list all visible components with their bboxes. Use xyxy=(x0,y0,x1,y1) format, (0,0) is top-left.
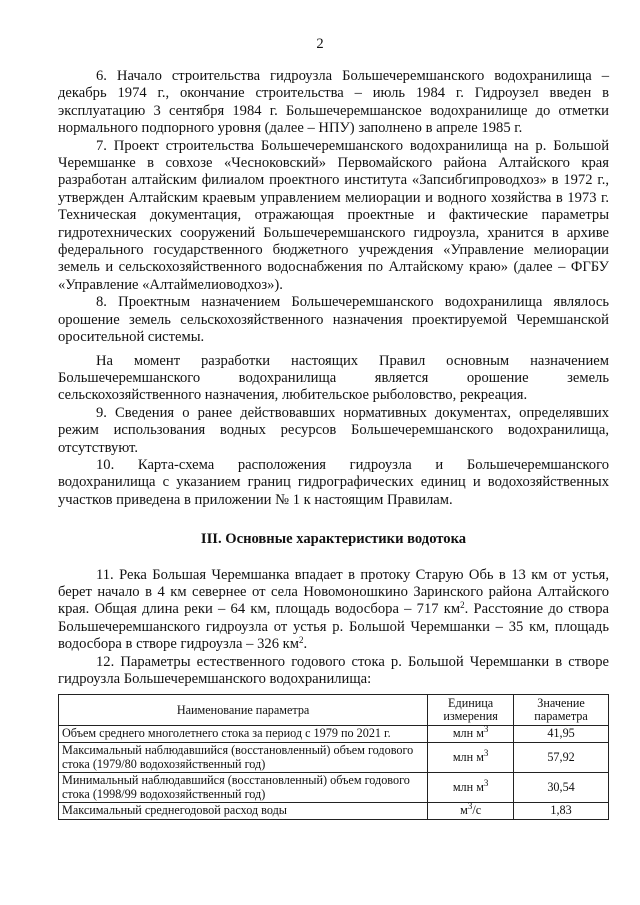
table-cell-unit: $м^3/с$ xyxy=(428,803,514,820)
table-header-name: Наименование параметра xyxy=(59,695,428,726)
table-cell-unit: млн $м^3$ xyxy=(428,743,514,773)
paragraph-11-part-1: 11. Река Большая Черемшанка впадает в протоку Старую Обь в 13 км от устья, берет начало в 4 км севернее от села Новомоношкино Заринского района Алтайского края. Общая длина реки – 64 км, площадь водосбора – 717 км xyxy=(58,566,609,618)
table-row xyxy=(59,726,609,743)
paragraph-11-part-2: . Расстояние до створа Большечеремшанского гидроузла от устья р. Большой Черемшанки – 35 км, площадь водосбора в створе гидроузла – 326 км xyxy=(58,601,609,653)
table-row xyxy=(59,803,609,820)
table-cell-value: 1,83 xyxy=(514,803,609,820)
paragraph-7: 7. Проект строительства Большечеремшанского водохранилища на р. Большой Черемшанке в совхозе «Чесноковский» Первомайского района Алтайского края разработан алтайским филиалом проектного института «Запсибгипроводхоз» в 1972 г., утвержден Алтайским краевым управлением мелиорации и водного хозяйства в 1973 г. Техническая документация, отражающая проектные и фактические параметры гидротехнических сооружений Большечеремшанского гидроузла, хранится в архиве федерального государственного бюджетного учреждения «Управление мелиорации земель и сельскохозяйственного водоснабжения по Алтайскому краю» (далее – ФГБУ «Управление «Алтаймелиоводхоз»). xyxy=(58,137,609,293)
paragraph-8-continued: На момент разработки настоящих Правил основным назначением Большечеремшанского водохранилища является орошение земель сельскохозяйственного назначения, любительское рыболовство, рекреация. xyxy=(58,352,609,404)
section-heading: III. Основные характеристики водотока xyxy=(200,531,467,548)
table-row xyxy=(59,773,609,803)
paragraph-8: 8. Проектным назначением Большечеремшанского водохранилища являлось орошение земель сельскохозяйственного назначения проектируемой Черемшанской оросительной системы. xyxy=(58,294,609,346)
document-body xyxy=(58,68,609,820)
table-cell-name: Минимальный наблюдавшийся (восстановленный) объем годового стока (1998/99 водохозяйственный год) xyxy=(59,773,428,803)
superscript-2: 2 xyxy=(460,600,465,611)
table-cell-value: 41,95 xyxy=(514,726,609,743)
paragraph-6: 6. Начало строительства гидроузла Большечеремшанского водохранилища – декабрь 1974 г., окончание строительства – июль 1984 г. Гидроузел введен в эксплуатацию 3 сентября 1984 г. Большечеремшанское водохранилище до отметки нормального подпорного уровня (далее – НПУ) заполнено в апреле 1985 г. xyxy=(58,68,609,137)
table-row xyxy=(59,743,609,773)
table-cell-unit: млн $м^3$ xyxy=(428,773,514,803)
paragraph-11 xyxy=(58,567,609,654)
table-cell-name: Объем среднего многолетнего стока за период с 1979 по 2021 г. xyxy=(59,726,428,743)
table-cell-value: 57,92 xyxy=(514,743,609,773)
table-header-unit: Единица измерения xyxy=(428,695,514,726)
parameters-table xyxy=(58,694,609,820)
page-number: 2 xyxy=(316,36,324,52)
superscript-2: 2 xyxy=(299,635,304,646)
paragraph-12: 12. Параметры естественного годового стока р. Большой Черемшанки в створе гидроузла Большечеремшанского водохранилища: xyxy=(58,653,609,687)
table-cell-unit: млн $м^3$ xyxy=(428,726,514,743)
paragraph-10: 10. Карта-схема расположения гидроузла и Большечеремшанского водохранилища с указанием границ гидрографических единиц и водохозяйственных участков приведена в приложении № 1 к настоящим Правилам. xyxy=(58,456,609,508)
table-cell-value: 30,54 xyxy=(514,773,609,803)
table-cell-name: Максимальный наблюдавшийся (восстановленный) объем годового стока (1979/80 водохозяйственный год) xyxy=(59,743,428,773)
paragraph-9: 9. Сведения о ранее действовавших нормативных документах, определявших режим использования водных ресурсов Большечеремшанского водохранилища, отсутствуют. xyxy=(58,404,609,456)
table-header-value: Значение параметра xyxy=(514,695,609,726)
paragraph-11-part-3: . xyxy=(303,636,308,653)
table-header-row xyxy=(59,695,609,726)
table-cell-name: Максимальный среднегодовой расход воды xyxy=(59,803,428,820)
